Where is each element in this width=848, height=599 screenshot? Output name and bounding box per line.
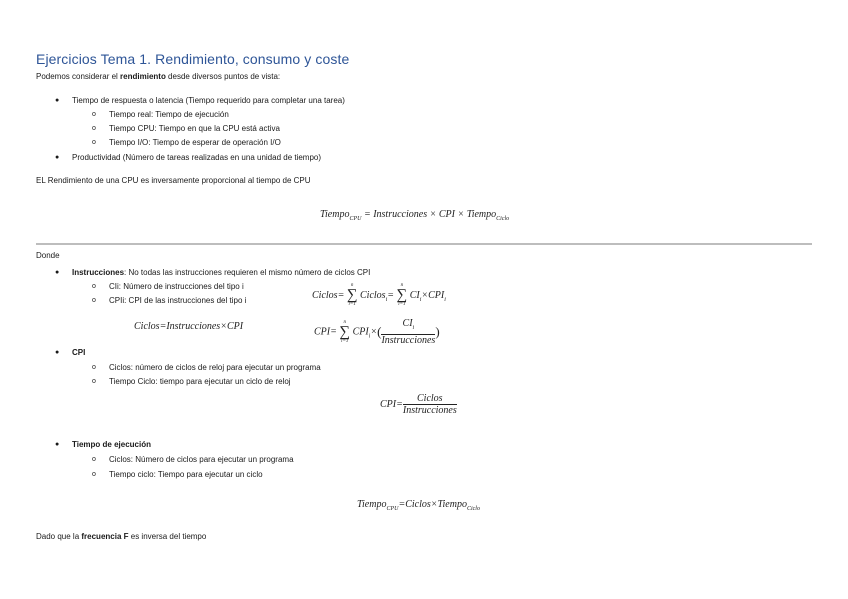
formula-cpi bbox=[380, 393, 457, 416]
sub-bullet-icon: o bbox=[92, 283, 96, 290]
intro-bold: rendimiento bbox=[120, 72, 166, 81]
list-subitem: CPIi: CPI de las instrucciones del tipo i bbox=[109, 296, 247, 305]
equals-symbol: = bbox=[398, 499, 406, 510]
times-symbol: × bbox=[370, 326, 378, 338]
sum-lower: i=1 bbox=[348, 302, 356, 307]
formula-term: Ciclos bbox=[360, 289, 386, 301]
sum-upper: n bbox=[350, 283, 354, 288]
sigma-icon: ∑ bbox=[396, 287, 408, 303]
equals-symbol: = bbox=[396, 399, 403, 410]
list-item-productivity: Productividad (Número de tareas realizadas en una unidad de tiempo) bbox=[72, 153, 322, 162]
sub-bullet-icon: o bbox=[92, 471, 96, 478]
formula-term: CI bbox=[409, 289, 420, 301]
list-item-bold: Tiempo de ejecución bbox=[72, 440, 151, 449]
sub-bullet-icon: o bbox=[92, 378, 96, 385]
list-item-cpi bbox=[72, 348, 85, 358]
list-item-instrucciones bbox=[72, 268, 370, 278]
formula-cpi-sum: CPI= n ∑ i=1 $CPI_i\times$( $\frac{CI_i}{\text{Instrucciones}}$ ) bbox=[314, 318, 440, 346]
times-symbol: × bbox=[457, 209, 465, 220]
list-subitem: Tiempo CPU: Tiempo en que la CPU está activa bbox=[109, 124, 280, 133]
times-symbol: × bbox=[421, 289, 429, 301]
closing-post: es inversa del tiempo bbox=[128, 532, 207, 541]
formula-term: Tiempo bbox=[437, 499, 467, 510]
sum-symbol bbox=[347, 283, 358, 308]
list-subitem: Tiempo I/O: Tiempo de esperar de operación I/O bbox=[109, 138, 281, 147]
list-item-latency: Tiempo de respuesta o latencia (Tiempo requerido para completar una tarea) bbox=[72, 96, 345, 105]
fraction bbox=[381, 318, 435, 346]
list-item-bold: CPI bbox=[72, 348, 86, 357]
equals-symbol: = bbox=[387, 289, 394, 301]
fraction-denominator: Instrucciones bbox=[402, 405, 457, 416]
closing-bold: frecuencia F bbox=[81, 532, 129, 541]
sum-upper: n bbox=[343, 319, 346, 325]
formula-subscript: i bbox=[385, 296, 388, 303]
formula-term: Instrucciones bbox=[373, 209, 428, 220]
formula-subscript: i bbox=[419, 296, 422, 303]
page-title: Ejercicios Tema 1. Rendimiento, consumo y coste bbox=[36, 51, 350, 67]
times-symbol: × bbox=[220, 321, 227, 332]
equals-symbol: = bbox=[363, 209, 371, 220]
bullet-icon: ● bbox=[55, 269, 60, 276]
list-subitem: Ciclos: Número de ciclos para ejecutar un programa bbox=[109, 455, 294, 464]
fraction-denominator: Instrucciones bbox=[381, 335, 436, 346]
formula-subscript: Ciclo bbox=[466, 506, 480, 512]
formula-term: Ciclos bbox=[405, 499, 431, 510]
formula-term: CPI bbox=[428, 289, 445, 301]
times-symbol: × bbox=[429, 209, 437, 220]
formula-term: Ciclos bbox=[134, 321, 160, 332]
times-symbol: × bbox=[430, 499, 438, 510]
bullet-icon: ● bbox=[55, 349, 60, 356]
intro-post: desde diversos puntos de vista: bbox=[165, 72, 281, 81]
formula-term: Tiempo bbox=[466, 209, 497, 220]
formula-term: Tiempo bbox=[320, 209, 350, 220]
formula-term: CPI bbox=[352, 326, 369, 338]
formula-term: CPI bbox=[380, 399, 397, 410]
list-item-bold: Instrucciones bbox=[72, 268, 125, 277]
formula-ciclos-instrucciones bbox=[134, 321, 243, 332]
sigma-icon: ∑ bbox=[339, 323, 351, 340]
sum-lower: i=1 bbox=[398, 302, 406, 307]
formula-term: Ciclos bbox=[312, 289, 338, 301]
formula-tiempo-ciclos bbox=[357, 499, 480, 512]
formula-term: CPI bbox=[438, 209, 455, 220]
sum-upper: n bbox=[400, 283, 404, 288]
formula-term: CPI bbox=[226, 321, 244, 332]
sub-bullet-icon: o bbox=[92, 297, 96, 304]
list-subitem: Tiempo real: Tiempo de ejecución bbox=[109, 110, 229, 119]
intro-pre: Podemos considerar el bbox=[36, 72, 121, 81]
sum-symbol bbox=[339, 320, 350, 345]
formula-subscript: i bbox=[444, 296, 446, 303]
formula-subscript: Ciclo bbox=[496, 216, 510, 222]
sub-bullet-icon: o bbox=[92, 364, 96, 371]
donde-label: Donde bbox=[36, 251, 60, 260]
equals-symbol: = bbox=[330, 326, 337, 338]
list-subitem: Tiempo Ciclo: tiempo para ejecutar un ciclo de reloj bbox=[109, 377, 291, 386]
sub-bullet-icon: o bbox=[92, 456, 96, 463]
formula-ciclos-sum bbox=[312, 283, 446, 308]
formula-subscript: CPU bbox=[349, 216, 362, 222]
list-item-tiempo bbox=[72, 440, 151, 450]
sum-symbol bbox=[397, 283, 408, 308]
formula-term: Tiempo bbox=[357, 499, 387, 510]
sub-bullet-icon: o bbox=[92, 111, 96, 118]
list-subitem: CIi: Número de instrucciones del tipo i bbox=[109, 282, 244, 291]
formula-subscript: i bbox=[368, 333, 371, 340]
list-item-text: : No todas las instrucciones requieren el mismo número de ciclos CPI bbox=[124, 268, 371, 277]
closing-text bbox=[36, 532, 206, 542]
intro-text bbox=[36, 72, 280, 82]
bullet-icon: ● bbox=[55, 97, 60, 104]
equals-symbol: = bbox=[337, 289, 345, 301]
formula-subscript: CPU bbox=[386, 506, 399, 512]
formula-term: CPI bbox=[314, 326, 331, 338]
fraction-numerator: CI bbox=[402, 318, 413, 329]
statement-text: EL Rendimiento de una CPU es inversamente proporcional al tiempo de CPU bbox=[36, 176, 311, 185]
fraction bbox=[403, 393, 457, 416]
formula-term: Instrucciones bbox=[166, 321, 221, 332]
fraction-numerator: Ciclos bbox=[403, 393, 457, 405]
closing-pre: Dado que la bbox=[36, 532, 82, 541]
formula-subscript: i bbox=[412, 325, 415, 331]
bullet-icon: ● bbox=[55, 441, 60, 448]
sub-bullet-icon: o bbox=[92, 125, 96, 132]
bullet-icon: ● bbox=[55, 154, 60, 161]
equals-symbol: = bbox=[159, 321, 167, 332]
sigma-icon: ∑ bbox=[346, 287, 358, 303]
formula-tiempo-cpu bbox=[320, 209, 509, 222]
list-subitem: Tiempo ciclo: Tiempo para ejecutar un ciclo bbox=[109, 470, 263, 479]
sum-lower: i=1 bbox=[341, 338, 349, 344]
list-subitem: Ciclos: número de ciclos de reloj para ejecutar un programa bbox=[109, 363, 321, 372]
horizontal-divider bbox=[36, 243, 812, 245]
sub-bullet-icon: o bbox=[92, 139, 96, 146]
